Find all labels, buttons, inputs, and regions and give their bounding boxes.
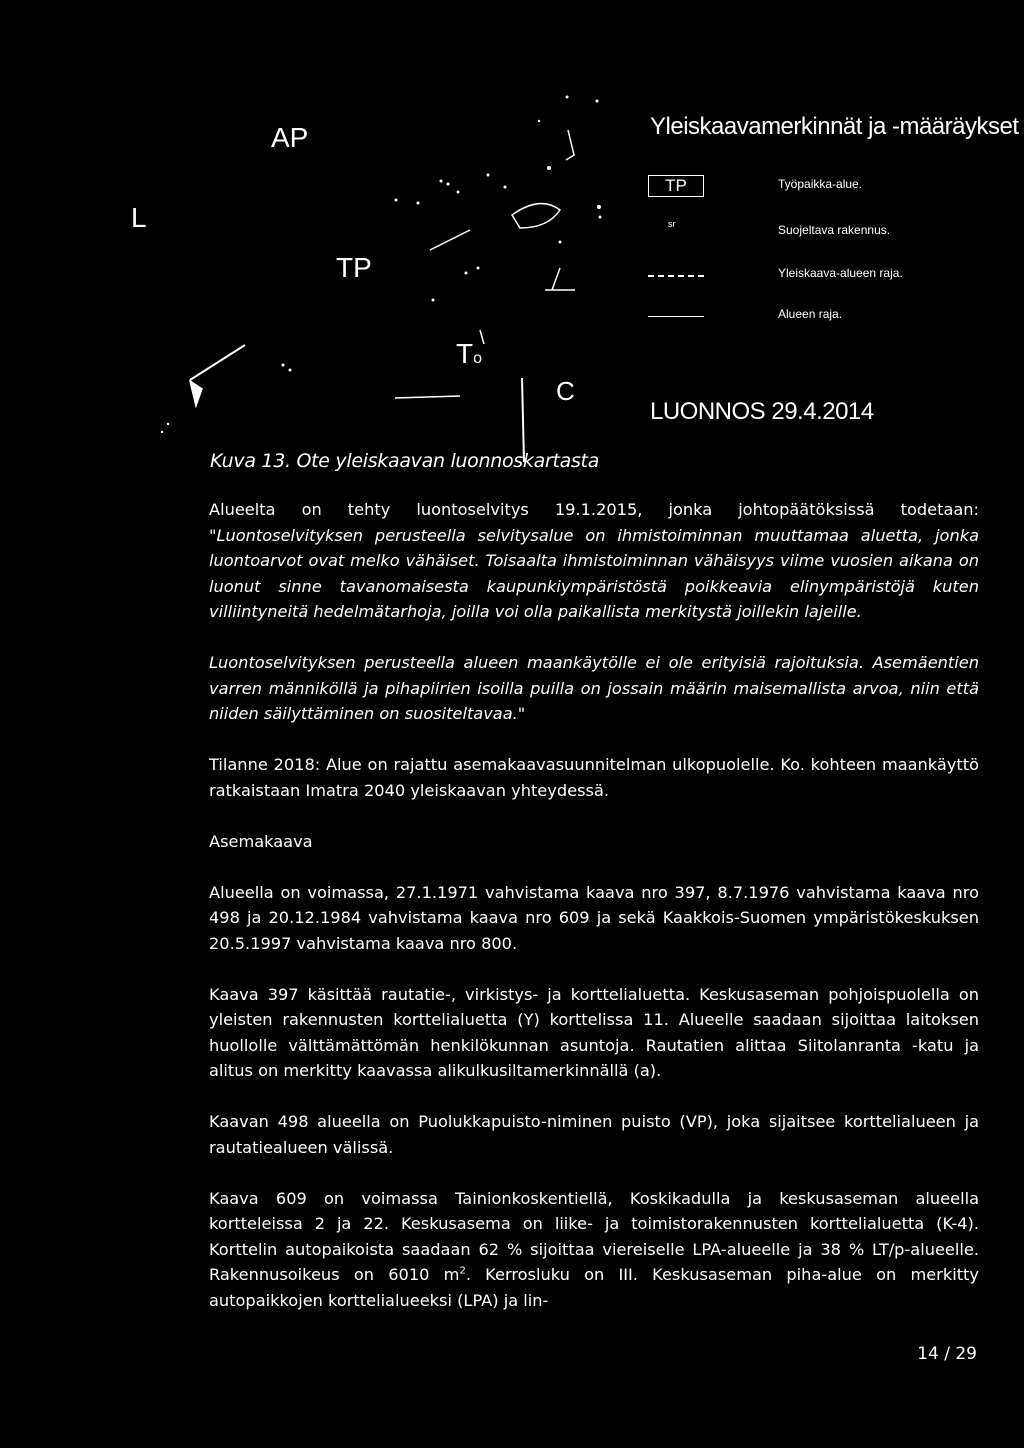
map-label-l: L bbox=[131, 202, 147, 233]
survey-quote-italic: "Luontoselvityksen perusteella selvitysalue on ihmistoiminnan muuttamaa aluetta, jonka luontoarvot ovat melko vähäiset. Toisaalta ihmistoiminnan vähäisyys viime vuosien aikana on luonut sinne tavanomaisesta kaupunkiympäristöstä poikkeavia elinympäristöjä kuten villiintyneitä hedelmätarhoja, joilla voi olla paikallista merkitystä joillekin lajeille. bbox=[209, 525, 979, 621]
legend-row-plan-boundary bbox=[648, 264, 968, 286]
plan-609-text-b: . Kerrosluku on III. Keskusaseman piha-alue on merkitty autopaikkojen korttelialueeksi (LPA) ja lin- bbox=[209, 1265, 979, 1310]
map-boundary-line bbox=[395, 396, 460, 398]
map-road-line bbox=[190, 345, 245, 380]
legend-symbol-solid-line bbox=[648, 305, 708, 327]
map-building-outline bbox=[512, 204, 560, 228]
legend-label: Yleiskaava-alueen raja. bbox=[778, 266, 903, 280]
draft-stamp: LUONNOS 29.4.2014 bbox=[650, 398, 874, 425]
page-number: 14 / 29 bbox=[917, 1344, 977, 1364]
plan-609-text-a: Kaava 609 on voimassa Tainionkoskentiellä, Koskikadulla ja keskusaseman alueella kortteleissa 2 ja 22. Keskusasema on liike- ja toimistorakennusten korttelialuetta (K-4). Korttelin autopaikoista saadaan 62 % sijoittaa viereiselle LPA-alueelle ja 38 % LT/p-alueelle. Rakennusoikeus on 6010 m bbox=[209, 1188, 979, 1284]
paragraph-plan-498: Kaavan 498 alueella on Puolukkapuisto-niminen puisto (VP), joka sijaitsee korttelialueen ja rautatiealueen välissä. bbox=[209, 1112, 979, 1157]
legend-title: Yleiskaavamerkinnät ja -määräykset bbox=[650, 113, 1019, 140]
survey-intro-text: Alueelta on tehty luontoselvitys 19.1.2015, jonka johtopäätöksissä todetaan: bbox=[209, 500, 979, 519]
legend-symbol-dashed-line bbox=[648, 264, 708, 286]
survey-intro-rendered bbox=[209, 526, 979, 622]
map-label-to bbox=[456, 340, 482, 368]
legend-row-area-boundary bbox=[648, 305, 968, 327]
plan-map-excerpt bbox=[0, 0, 1024, 470]
legend-label: Alueen raja. bbox=[778, 307, 843, 321]
paragraph-survey-intro bbox=[209, 497, 979, 625]
paragraph-survey-quote: Luontoselvityksen perusteella alueen maankäytölle ei ole erityisiä rajoituksia. Asemäentien varren männiköllä ja pihapiirien isoilla puilla on jossain määrin maisemallista arvoa, niin että niiden säilyttäminen on suositeltavaa." bbox=[209, 653, 979, 723]
map-label-tp: TP bbox=[336, 252, 372, 283]
map-label-ap: AP bbox=[271, 122, 309, 153]
map-label-c: C bbox=[556, 376, 575, 406]
section-heading-asemakaava: Asemakaava bbox=[209, 831, 313, 851]
legend-label: Suojeltava rakennus. bbox=[778, 223, 891, 237]
paragraph-status-2018: Tilanne 2018: Alue on rajattu asemakaavasuunnitelman ulkopuolelle. Ko. kohteen maankäyttö ratkaistaan Imatra 2040 yleiskaavan yhteydessä. bbox=[209, 755, 979, 800]
paragraph-plan-609 bbox=[209, 1186, 979, 1314]
sr-symbol: sr bbox=[668, 219, 676, 229]
legend-symbol-tp bbox=[648, 175, 708, 197]
body-text bbox=[209, 497, 979, 1339]
map-linework bbox=[0, 0, 640, 470]
map-label-to-main: T bbox=[456, 338, 474, 369]
map-label-to-sub: o bbox=[473, 350, 483, 367]
solid-line-symbol bbox=[648, 316, 704, 317]
superscript-2: 2 bbox=[459, 1265, 466, 1277]
legend-symbol-sr bbox=[648, 221, 708, 243]
dashed-line-symbol bbox=[648, 275, 704, 277]
map-arrow-mark bbox=[190, 380, 202, 405]
figure-caption: Kuva 13. Ote yleiskaavan luonnoskartasta bbox=[210, 450, 600, 472]
tp-box-symbol: TP bbox=[648, 175, 704, 197]
legend-row-sr bbox=[648, 221, 968, 243]
paragraph-plan-397: Kaava 397 käsittää rautatie-, virkistys- ja korttelialuetta. Keskusaseman pohjoispuolella on yleisten rakennusten korttelialuetta (Y) korttelissa 11. Alueelle saadaan sijoittaa laitoksen huollolle välttämättömän henkilökunnan asuntoja. Rautatien alittaa Siitolanranta -katu ja alitus on merkitty kaavassa alikulkusiltamerkinnällä (a). bbox=[209, 984, 979, 1080]
legend-label: Työpaikka-alue. bbox=[778, 177, 863, 191]
legend-row-tp bbox=[648, 175, 968, 197]
paragraph-plans-in-force: Alueella on voimassa, 27.1.1971 vahvistama kaava nro 397, 8.7.1976 vahvistama kaava nro 498 ja 20.12.1984 vahvistama kaava nro 609 ja sekä Kaakkois-Suomen ympäristökeskuksen 20.5.1997 vahvistama kaava nro 800. bbox=[209, 882, 979, 953]
